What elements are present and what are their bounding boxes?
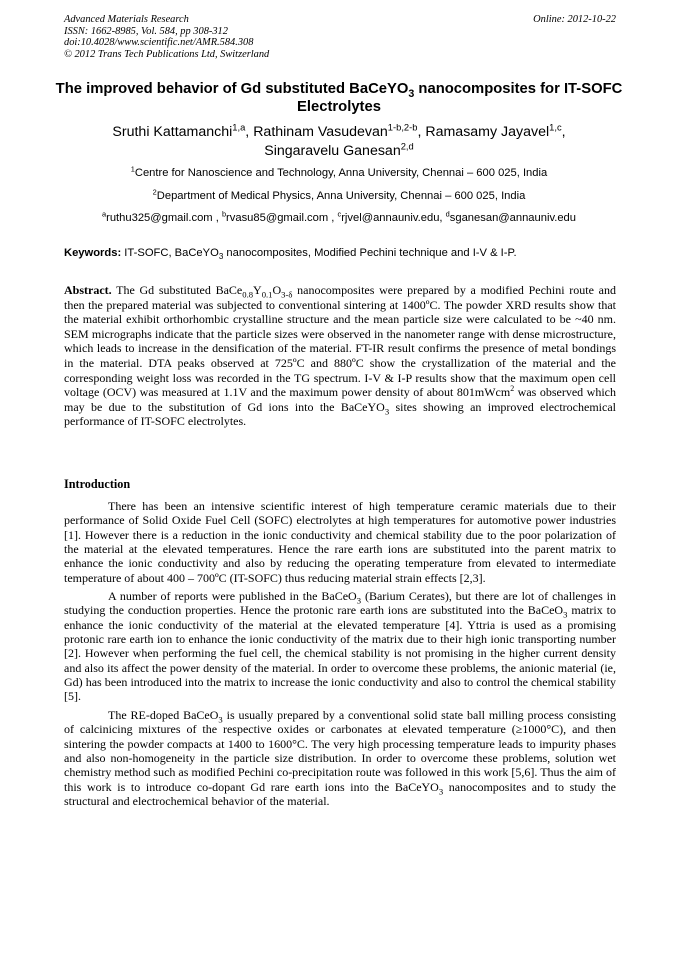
keywords: Keywords: IT-SOFC, BaCeYO$_3$ nanocomposites, Modified Pechini technique and I-V & I-P. <box>64 247 517 262</box>
intro-paragraph-1: There has been an intensive scientific interest of high temperature ceramic materials due to their performance of Solid Oxide Fuel Cell (SOFC) electrolytes at high temperatures for automotive power industries [1]. However there is a reduction in the ionic conductivity and chemical stability due to the poor polarization of the material at the elevated temperatures. Hence the rare earth ions are substituted into the parent matrix to enhance the ionic conductivity and also by reducing the operating temperature from elevated to intermediate temperature of about 400 – 700ºC (IT-SOFC) thus reducing material strain effects [2,3]. <box>64 499 616 585</box>
intro-paragraph-3: The RE-doped BaCeO$_3$ is usually prepared by a conventional solid state ball milling process consisting of calcinicing mixtures of the respective oxides or carbonates at elevated temperature (≥1000°C), and then sintering the powder compacts at 1400 to 1600°C. The very high processing temperature leads to impurity phases and also non-homogeneity in the particle size distribution. In order to overcome these problems, solution wet chemistry method such as modified Pechini co-precipitation route was followed in this work [5,6]. Thus the aim of this work is to introduce co-dopant Gd rare earth ions into the BaCeYO$_3$ nanocomposites and to study the structural and electrochemical behavior of the material. <box>64 707 617 808</box>
journal-header <box>64 14 616 60</box>
keywords-label: Keywords: <box>64 247 122 259</box>
author-3: Ramasamy Jayavel$^{1,c}$, <box>425 122 566 140</box>
author-list <box>40 123 638 161</box>
abstract: Abstract. The Gd substituted $BaCe_{0.8}Y_{0.1}O_{3-\delta}$ nanocomposites were prepared by a modified Pechini route and then the prepared material was subjected to conventional sintering at 1400ºC. The powder XRD results show that the material exhibit orthorhombic crystalline structure and the mean particle size were calculated to be ~40 nm. SEM micrographs indicate that the particle sizes were observed in the nanometer range with dense microstructure, which leads to increase in the densification of the material. FT-IR result confirms the presence of metal bondings in the material. DTA peaks observed at 725ºC and 880ºC show the crystallization of the material and the corresponding weight loss was recorded in the TG spectrum. I-V & I-P results show that the maximum open cell voltage (OCV) was measured at 1.1V and the maximum power density of about 801mWcm$^2$ was observed which may be due to the substitution of Gd ions into the BaCeYO$_3$ sites showing an improved electrochemical performance of IT-SOFC electrolytes. <box>64 283 616 429</box>
issn-line: ISSN: 1662-8985, Vol. 584, pp 308-312 <box>64 25 228 37</box>
affiliation-2: $^2$Department of Medical Physics, Anna University, Chennai – 600 025, India <box>152 187 526 202</box>
author-1: Sruthi Kattamanchi$^{1,a}$, <box>112 122 254 140</box>
online-date: Online: 2012-10-22 <box>533 14 616 25</box>
copyright-line: © 2012 Trans Tech Publications Ltd, Switzerland <box>64 48 270 60</box>
email-list: $^a$ruthu325@gmail.com , $^b$rvasu85@gmail.com , $^c$rjvel@annauniv.edu, $^d$sganesan@annauniv.edu <box>102 209 576 224</box>
introduction-heading: Introduction <box>64 477 131 491</box>
journal-name: Advanced Materials Research <box>64 14 189 25</box>
paper-title: The improved behavior of Gd substituted BaCeYO$_3$ nanocomposites for IT-SOFC Electrolytes <box>55 81 623 115</box>
intro-paragraph-2: A number of reports were published in the BaCeO$_3$ (Barium Cerates), but there are lot of challenges in studying the conduction properties. Hence the protonic rare earth ions are substituted into the BaCeO$_3$ matrix to enhance the ionic conductivity of the material at the elevated temperature [4]. Yttria is used as a promising protonic rare earth ion to enhance the ionic conductivity of the matrix due to their high ionic transporting number [2]. However when performing the fuel cell, the chemical stability is not promising in the higher current density and also its affect the power density of the material. In order to overcome these problems, the anionic material (ie, Gd) has been introduced into the matrix to increase the ionic conductivity and also to control the chemical stability [5]. <box>64 589 617 704</box>
abstract-label: Abstract. <box>64 283 112 297</box>
introduction-body <box>64 499 616 808</box>
doi-line: doi:10.4028/www.scientific.net/AMR.584.308 <box>64 37 254 49</box>
author-2: Rathinam Vasudevan$^{1-b,2-b}$, <box>253 122 426 140</box>
affiliation-1: $^1$Centre for Nanoscience and Technology, Anna University, Chennai – 600 025, India <box>130 164 548 179</box>
author-4: Singaravelu Ganesan$^{2,d}$ <box>264 141 414 159</box>
